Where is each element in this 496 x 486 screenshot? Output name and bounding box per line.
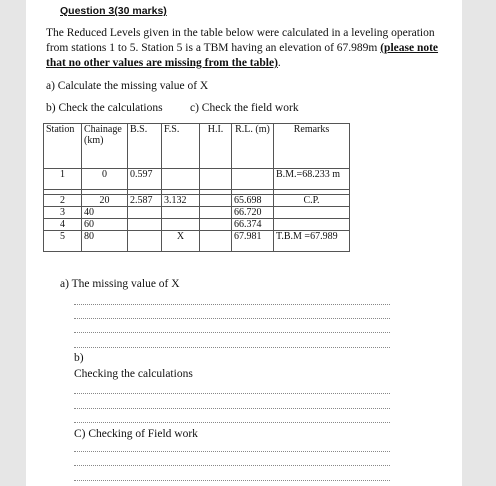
cell-hi xyxy=(200,219,232,231)
cell-station: 5 xyxy=(44,231,82,252)
cell-chainage: 0 xyxy=(82,169,128,190)
cell-station: 4 xyxy=(44,219,82,231)
answer-line[interactable] xyxy=(74,408,390,409)
question-a: a) Calculate the missing value of X xyxy=(46,80,209,92)
cell-bs xyxy=(128,231,162,252)
answer-b-label: Checking the calculations xyxy=(74,368,193,380)
cell-fs: X xyxy=(162,231,200,252)
table-row xyxy=(44,219,350,231)
leveling-table xyxy=(43,123,350,252)
cell-station: 2 xyxy=(44,195,82,207)
cell-hi xyxy=(200,169,232,190)
header-rl: R.L. (m) xyxy=(232,124,274,169)
intro-note: (please note that no other values are missing from the table) xyxy=(46,42,439,69)
cell-chainage: 60 xyxy=(82,219,128,231)
cell-rl: 67.981 xyxy=(232,231,274,252)
answer-line[interactable] xyxy=(74,347,390,348)
cell-fs xyxy=(162,169,200,190)
cell-fs xyxy=(162,219,200,231)
question-title: Question 3(30 marks) xyxy=(60,5,167,17)
answer-a-label: a) The missing value of X xyxy=(60,278,180,290)
cell-remarks xyxy=(274,207,350,219)
cell-remarks: C.P. xyxy=(274,195,350,207)
cell-remarks xyxy=(274,219,350,231)
cell-bs xyxy=(128,207,162,219)
cell-bs: 2.587 xyxy=(128,195,162,207)
answer-line[interactable] xyxy=(74,451,390,452)
header-remarks: Remarks xyxy=(274,124,350,169)
cell-hi xyxy=(200,207,232,219)
answer-b-prefix: b) xyxy=(74,352,84,364)
answer-line[interactable] xyxy=(74,318,390,319)
cell-station: 3 xyxy=(44,207,82,219)
table-row xyxy=(44,195,350,207)
cell-rl: 65.698 xyxy=(232,195,274,207)
cell-hi xyxy=(200,231,232,252)
cell-remarks: T.B.M =67.989 xyxy=(274,231,350,252)
cell-rl: 66.374 xyxy=(232,219,274,231)
cell-chainage: 40 xyxy=(82,207,128,219)
table-header-row xyxy=(44,124,350,169)
question-b: b) Check the calculations xyxy=(46,102,163,114)
question-c: c) Check the field work xyxy=(190,102,299,114)
cell-bs xyxy=(128,219,162,231)
document-page xyxy=(26,0,462,486)
question-intro xyxy=(46,26,446,71)
cell-remarks: B.M.=68.233 m xyxy=(274,169,350,190)
table-row xyxy=(44,169,350,190)
cell-chainage: 80 xyxy=(82,231,128,252)
cell-station: 1 xyxy=(44,169,82,190)
cell-fs: 3.132 xyxy=(162,195,200,207)
answer-line[interactable] xyxy=(74,393,390,394)
header-station: Station xyxy=(44,124,82,169)
answer-line[interactable] xyxy=(74,332,390,333)
answer-line[interactable] xyxy=(74,465,390,466)
header-chainage: Chainage (km) xyxy=(82,124,128,169)
header-bs: B.S. xyxy=(128,124,162,169)
intro-text: The Reduced Levels given in the table below were calculated in a leveling operation from stations 1 to 5. Station 5 is a TBM having an elevation of 67.989m xyxy=(46,27,435,54)
header-fs: F.S. xyxy=(162,124,200,169)
answer-line[interactable] xyxy=(74,304,390,305)
header-hi: H.I. xyxy=(200,124,232,169)
left-margin xyxy=(0,0,26,486)
cell-chainage: 20 xyxy=(82,195,128,207)
answer-c-label: C) Checking of Field work xyxy=(74,428,198,440)
cell-hi xyxy=(200,195,232,207)
answer-line[interactable] xyxy=(74,480,390,481)
table-row xyxy=(44,231,350,252)
cell-fs xyxy=(162,207,200,219)
right-scrollbar-area[interactable] xyxy=(462,0,496,486)
cell-rl xyxy=(232,169,274,190)
table-row xyxy=(44,207,350,219)
answer-line[interactable] xyxy=(74,422,390,423)
cell-bs: 0.597 xyxy=(128,169,162,190)
intro-end: . xyxy=(277,57,281,69)
cell-rl: 66.720 xyxy=(232,207,274,219)
